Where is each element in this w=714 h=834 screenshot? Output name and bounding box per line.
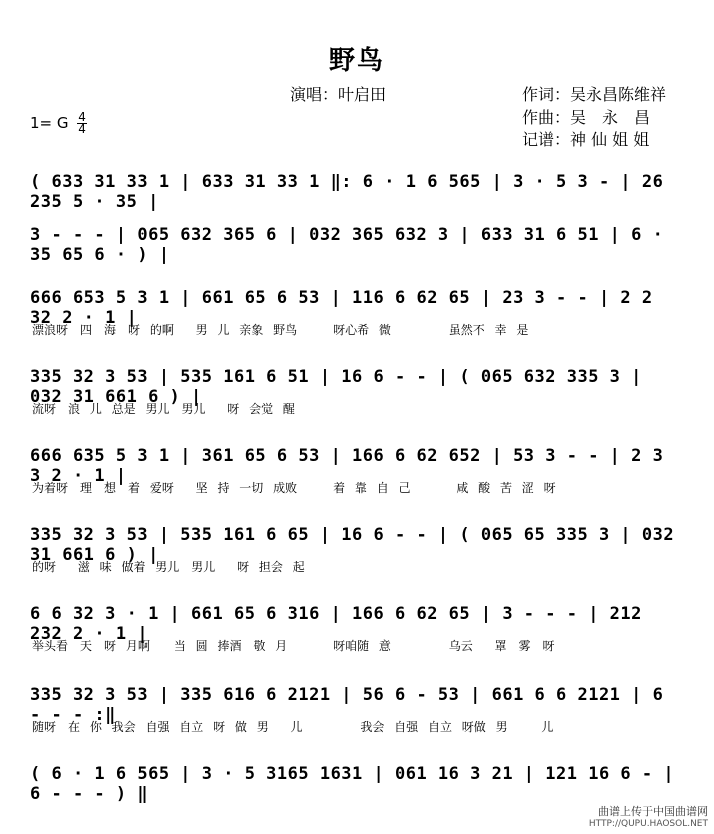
composer-credit: 作曲：吴 永 昌 xyxy=(522,108,651,127)
time-signature-denominator: 4 xyxy=(78,122,86,136)
notation-line: 335 32 3 53 | 535 161 6 51 | 16 6 - - | ( 065 632 335 3 | 032 31 661 6 ) | xyxy=(30,367,642,407)
lyrics-line: 举头看 天 呀 月啊 当 圆 捧酒 敬 月 呀咱随 意 乌云 罩 雾 呀 xyxy=(32,639,555,653)
footer-watermark xyxy=(589,806,708,830)
lyricist-credit: 作词：吴永昌陈维祥 xyxy=(522,85,667,104)
notation-line: 3 - - - | 065 632 365 6 | 032 365 632 3 | 633 31 6 51 | 6 · 35 65 6 · ) | xyxy=(30,225,664,265)
notation-line: 6 6 32 3 · 1 | 661 65 6 316 | 166 6 62 65 | 3 - - - | 212 232 2 · 1 | xyxy=(30,604,642,644)
notation-line: ( 6 · 1 6 565 | 3 · 5 3165 1631 | 061 16 3 21 | 121 16 6 - | 6 - - - ) ‖ xyxy=(30,764,675,804)
notation-line: 335 32 3 53 | 335 616 6 2121 | 56 6 - 53 | 661 6 6 2121 | 6 - - - :‖ xyxy=(30,685,664,725)
time-signature xyxy=(77,112,87,135)
song-title: 野鸟 xyxy=(328,46,385,76)
lyrics-line: 为着呀 理 想 着 爱呀 坚 持 一切 成败 着 靠 自 己 咸 酸 苦 涩 呀 xyxy=(32,481,556,495)
transcriber-credit: 记谱：神 仙 姐 姐 xyxy=(522,130,650,149)
lyrics-line: 随呀 在 你 我会 自强 自立 呀 做 男 儿 我会 自强 自立 呀做 男 儿 xyxy=(32,720,554,734)
lyrics-line: 的呀 滋 味 做着 男儿 男儿 呀 担会 起 xyxy=(32,560,305,574)
key-signature xyxy=(30,112,87,135)
footer-url: HTTP://QUPU.HAOSOL.NET xyxy=(588,819,708,829)
key-label: 1= G xyxy=(30,114,69,132)
footer-site: 曲谱上传于中国曲谱网 xyxy=(598,805,708,818)
notation-line: 666 635 5 3 1 | 361 65 6 53 | 166 6 62 652 | 53 3 - - | 2 3 3 2 · 1 | xyxy=(30,446,664,486)
notation-line: 335 32 3 53 | 535 161 6 65 | 16 6 - - | ( 065 65 335 3 | 032 31 661 6 ) | xyxy=(30,525,675,565)
singer-credit: 演唱：叶启田 xyxy=(290,85,387,104)
time-signature-numerator: 4 xyxy=(78,110,86,124)
notation-line: 666 653 5 3 1 | 661 65 6 53 | 116 6 62 65 | 23 3 - - | 2 2 32 2 · 1 | xyxy=(30,288,653,328)
lyrics-line: 漂浪呀 四 海 呀 的啊 男 儿 亲象 野鸟 呀心希 微 虽然不 幸 是 xyxy=(32,323,529,337)
lyrics-line: 流呀 浪 儿 总是 男儿 男儿 呀 会觉 醒 xyxy=(32,402,295,416)
notation-line: ( 633 31 33 1 | 633 31 33 1 ‖: 6 · 1 6 565 | 3 · 5 3 - | 26 235 5 · 35 | xyxy=(30,172,664,212)
